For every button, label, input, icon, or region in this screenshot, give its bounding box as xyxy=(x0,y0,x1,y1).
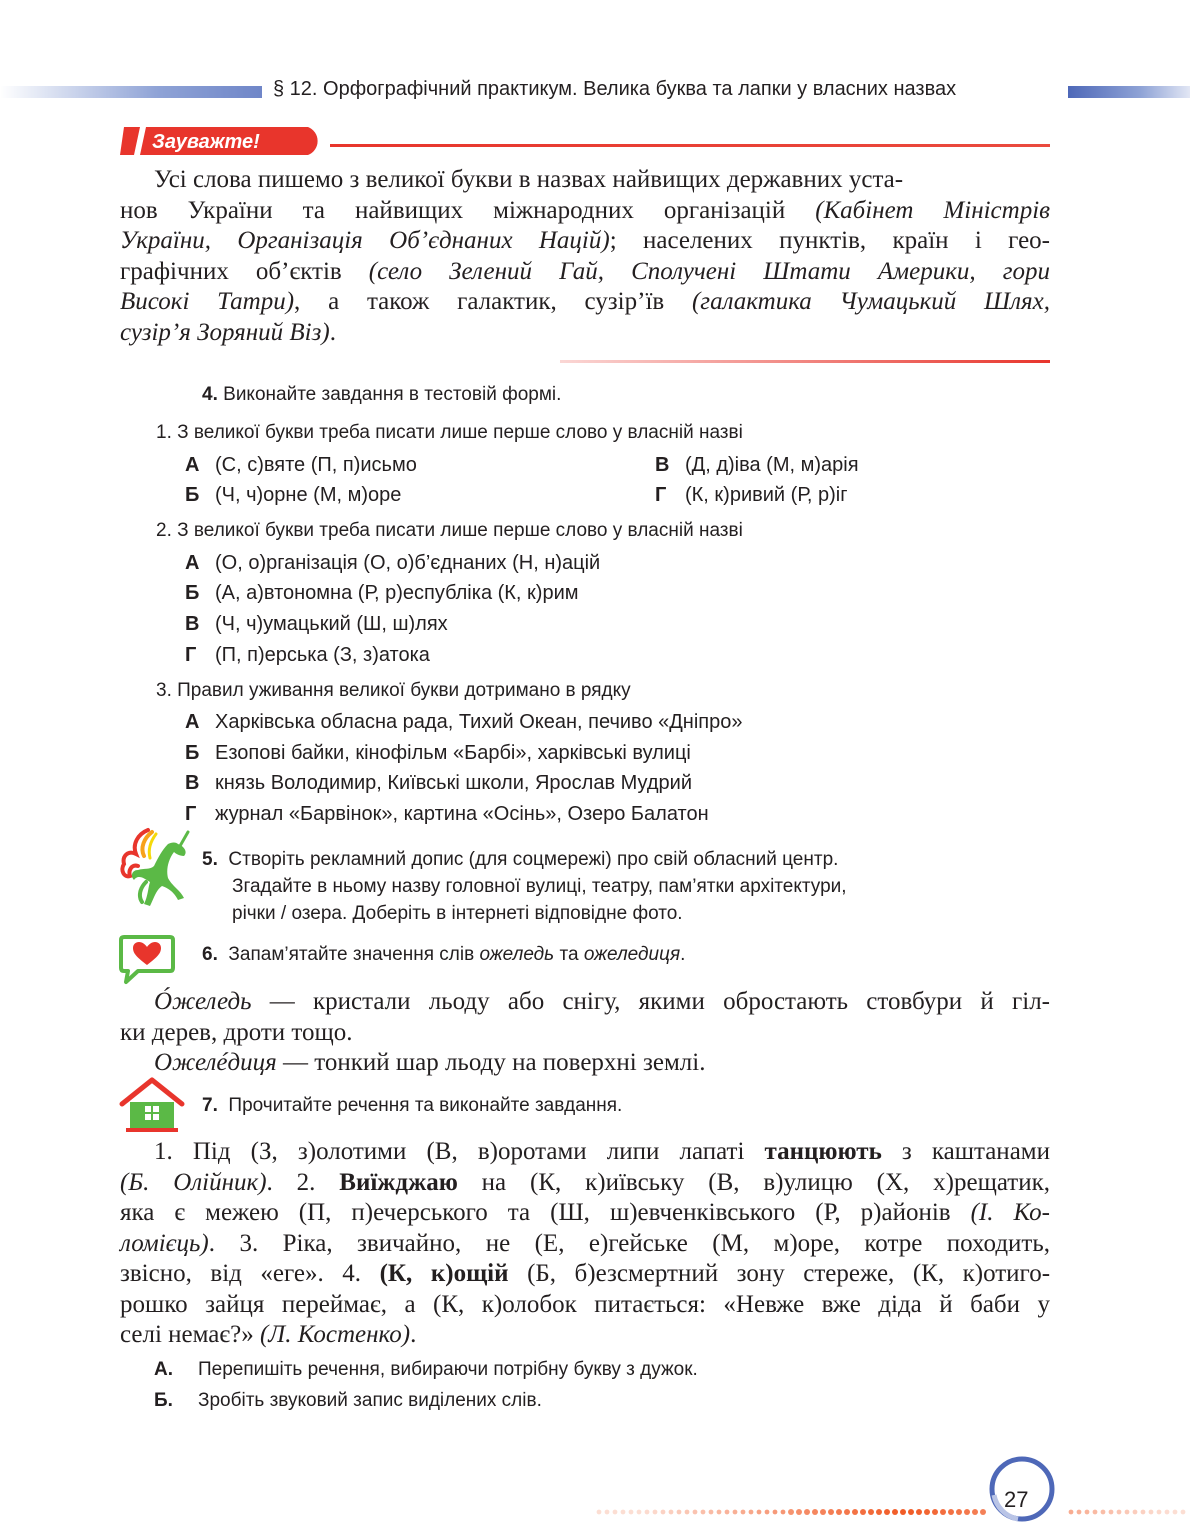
unicorn-icon xyxy=(118,826,196,914)
definition-1-text-cont: ки дерев, дроти тощо. xyxy=(120,1018,353,1046)
sentence-text: рошко зайця переймає, а (К, к)олобок питається: «Невже вже діда й баби у xyxy=(120,1290,1050,1318)
footer-dot xyxy=(844,1509,850,1515)
footer-dot xyxy=(757,1510,762,1515)
footer-dot xyxy=(1125,1510,1130,1515)
option-letter: Б xyxy=(185,582,200,604)
sentence-text: . 3. Ріка, звичайно, не (Е, е)гейське (М, м)оре, котре походить, xyxy=(208,1229,1050,1257)
footer-dot xyxy=(916,1509,922,1515)
note-example-3b: сузір’я Зоряний Віз) xyxy=(120,318,330,346)
option-letter: В xyxy=(655,454,670,476)
author-citation: (І. Ко- xyxy=(970,1199,1050,1226)
task-6-heading xyxy=(202,944,685,966)
question-3: 3. Правил уживання великої букви дотримано в рядку xyxy=(156,680,631,701)
note-divider-top xyxy=(330,144,1050,147)
task-7-heading xyxy=(202,1095,622,1117)
footer-dot xyxy=(733,1510,738,1515)
task-7-sentences xyxy=(120,1137,1050,1351)
note-line-1: Усі слова пишемо з великої букви в назвах найвищих державних уста- xyxy=(154,166,904,193)
option-text: князь Володимир, Київські школи, Ярослав Мудрий xyxy=(215,772,693,794)
q3-option-a xyxy=(185,711,742,734)
sentence-text: селі немає?» xyxy=(120,1321,260,1348)
sentence-text: . 2. xyxy=(266,1168,340,1196)
note-tag-label: Зауважте! xyxy=(152,131,260,153)
highlighted-word: (К, к)ощій xyxy=(379,1260,509,1287)
option-text: (Ч, ч)орне (М, м)оре xyxy=(215,484,402,506)
option-letter: Б xyxy=(185,484,200,506)
q3-option-b xyxy=(185,742,691,765)
task-5 xyxy=(202,846,847,927)
note-end: . xyxy=(329,318,336,346)
footer-dot xyxy=(884,1509,890,1515)
definition-1-term: Óжеледь xyxy=(154,988,252,1015)
note-line-4: графічних об’єктів xyxy=(120,257,369,285)
footer-dot xyxy=(621,1510,626,1515)
author-citation: (Л. Костенко) xyxy=(259,1321,411,1348)
footer-dot xyxy=(677,1510,682,1515)
footer-dot xyxy=(956,1509,962,1515)
task-6-text: Запам’ятайте значення слів xyxy=(228,944,480,965)
heart-message-icon xyxy=(118,934,176,986)
note-example-2b: Високі Татри) xyxy=(120,288,295,315)
footer-dot xyxy=(701,1510,706,1515)
task-4-text: Виконайте завдання в тестовій формі. xyxy=(223,384,562,405)
highlighted-word: Виїжджаю xyxy=(339,1168,458,1196)
footer-dot xyxy=(1141,1510,1146,1515)
footer-dot xyxy=(1109,1510,1114,1515)
footer-dot xyxy=(645,1510,650,1515)
option-text: Харківська обласна рада, Тихий Океан, печиво «Дніпро» xyxy=(215,711,743,733)
footer-dot xyxy=(820,1509,826,1515)
q3-option-v xyxy=(185,772,692,795)
definition-1-text: — кристали льоду або снігу, якими обростають стовбури й гіл- xyxy=(251,988,1050,1015)
q1-option-a xyxy=(185,454,417,477)
running-header: § 12. Орфографічний практикум. Велика буква та лапки у власних назвах xyxy=(273,78,957,100)
footer-dot xyxy=(932,1509,938,1515)
subtask-text: Перепишіть речення, вибираючи потрібну букву з дужок. xyxy=(198,1359,698,1380)
option-text: Езопові байки, кінофільм «Барбі», харківські вулиці xyxy=(215,742,691,764)
footer-dot xyxy=(972,1509,978,1515)
definition-2-text: — тонкий шар льоду на поверхні землі. xyxy=(276,1049,706,1076)
footer-dot xyxy=(1085,1510,1090,1515)
footer-dot xyxy=(828,1509,834,1515)
subtask-b xyxy=(154,1390,542,1412)
footer-dot xyxy=(1149,1510,1154,1515)
footer-dot xyxy=(685,1510,690,1515)
footer-dot xyxy=(773,1510,778,1515)
footer-dot xyxy=(725,1510,730,1515)
footer-dot xyxy=(629,1510,634,1515)
task-6-text-join: та xyxy=(554,944,584,965)
definition-2-term: Ожелéдиця xyxy=(154,1049,277,1076)
task-6-number: 6. xyxy=(202,944,218,965)
sentence-text: на (К, к)иївську (В, в)улицю (Х, х)рещатик, xyxy=(457,1168,1050,1196)
footer-dot xyxy=(804,1509,810,1515)
footer-dot xyxy=(1173,1510,1178,1515)
footer-dot xyxy=(613,1510,618,1515)
sentence-text: звісно, від «еге». 4. xyxy=(120,1260,380,1287)
q1-option-g xyxy=(655,484,848,507)
footer-dot xyxy=(900,1509,906,1515)
footer-dot xyxy=(653,1510,658,1515)
task-4-number: 4. xyxy=(202,384,218,405)
header-bar-left xyxy=(0,86,262,98)
sentence-text: 1. Під (З, з)олотими (В, в)оротами липи лапаті xyxy=(154,1138,765,1165)
note-line-3: ; населених пунктів, країн і гео- xyxy=(609,227,1050,254)
note-example-1: (Кабінет Міністрів xyxy=(815,196,1050,224)
option-text: (С, с)вяте (П, п)исьмо xyxy=(215,454,417,476)
highlighted-word: танцюють xyxy=(764,1138,882,1165)
footer-dot xyxy=(980,1509,986,1515)
option-letter: В xyxy=(185,772,200,794)
footer-dot xyxy=(1181,1510,1186,1515)
q2-option-b xyxy=(185,582,579,605)
subtask-a xyxy=(154,1359,698,1381)
sentence-text: . xyxy=(410,1321,417,1348)
sentence-text: яка є межею (П, п)ечерського та (Ш, ш)евченківського (Р, р)айонів xyxy=(120,1199,971,1226)
footer-dot xyxy=(836,1509,842,1515)
task-5-line-2: Згадайте в ньому назву головної вулиці, театру, пам’ятки архітектури, xyxy=(232,876,847,897)
option-letter: Г xyxy=(655,484,667,506)
footer-dot xyxy=(749,1510,754,1515)
option-text: (Д, д)іва (М, м)арія xyxy=(685,454,859,476)
footer-dot xyxy=(1157,1510,1162,1515)
author-citation: ломієць) xyxy=(120,1229,209,1257)
footer-dot xyxy=(964,1509,970,1515)
subtask-text: Зробіть звуковий запис виділених слів. xyxy=(198,1390,542,1411)
footer-dot xyxy=(1133,1510,1138,1515)
sentence-text: з каштанами xyxy=(881,1138,1050,1165)
question-1: 1. З великої букви треба писати лише перше слово у власній назві xyxy=(156,422,743,443)
author-citation: (Б. Олійник) xyxy=(120,1168,267,1196)
option-letter: А xyxy=(185,711,200,733)
footer-dot xyxy=(1117,1510,1122,1515)
note-text xyxy=(120,165,1050,348)
q1-option-v xyxy=(655,454,859,477)
q3-option-g xyxy=(185,803,709,826)
option-text: (А, а)втономна (Р, р)еспубліка (К, к)рим xyxy=(215,582,579,604)
note-example-2: (село Зелений Гай, Сполучені Штати Америки, гори xyxy=(368,257,1050,285)
option-letter: А xyxy=(185,552,200,574)
option-text: (Ч, ч)умацький (Ш, ш)лях xyxy=(215,613,448,635)
footer-dot xyxy=(661,1510,666,1515)
option-letter: Б xyxy=(185,742,200,764)
footer-dot xyxy=(1165,1510,1170,1515)
footer-dot xyxy=(812,1509,818,1515)
q1-option-b xyxy=(185,484,401,507)
footer-dot xyxy=(717,1510,722,1515)
sentence-text: (Б, б)езсмертний зону стереже, (К, к)отиго- xyxy=(508,1260,1051,1287)
footer-dot xyxy=(669,1510,674,1515)
footer-dot xyxy=(948,1509,954,1515)
footer-dot xyxy=(852,1509,858,1515)
footer-dot xyxy=(605,1510,610,1515)
footer-dot xyxy=(1069,1510,1074,1515)
footer-dot xyxy=(796,1509,802,1515)
q2-option-v xyxy=(185,613,448,636)
note-example-1b: України, Організація Об’єднаних Націй) xyxy=(120,227,610,254)
task-5-line-1: Створіть рекламний допис (для соцмережі) про свій обласний центр. xyxy=(228,849,839,870)
task-7-number: 7. xyxy=(202,1095,218,1116)
footer-dot xyxy=(892,1509,898,1515)
task-6-word-1: ожеледь xyxy=(479,944,555,965)
task-4-heading xyxy=(202,384,561,406)
footer-dot xyxy=(765,1510,770,1515)
house-icon xyxy=(118,1076,186,1134)
option-letter: Г xyxy=(185,644,197,666)
footer-dot xyxy=(709,1510,714,1515)
option-letter: А xyxy=(185,454,200,476)
note-line-5: , а також галактик, сузір’їв xyxy=(294,288,692,315)
footer-dot xyxy=(876,1509,882,1515)
footer-dot xyxy=(1101,1510,1106,1515)
footer-dot xyxy=(908,1509,914,1515)
option-text: (О, о)рганізація (О, о)б’єднаних (Н, н)ацій xyxy=(215,552,601,574)
footer-dot xyxy=(924,1509,930,1515)
option-letter: В xyxy=(185,613,200,635)
definitions xyxy=(120,987,1050,1079)
note-divider-bottom xyxy=(560,360,1050,363)
footer-dot xyxy=(781,1510,786,1515)
subtask-letter: А. xyxy=(154,1359,173,1380)
footer-dot xyxy=(741,1510,746,1515)
footer-dot xyxy=(637,1510,642,1515)
option-letter: Г xyxy=(185,803,197,825)
task-7-text: Прочитайте речення та виконайте завдання. xyxy=(228,1095,623,1116)
task-6-word-2: ожеледиця xyxy=(583,944,681,965)
footer-dot xyxy=(860,1509,866,1515)
question-2: 2. З великої букви треба писати лише перше слово у власній назві xyxy=(156,520,743,541)
option-text: журнал «Барвінок», картина «Осінь», Озеро Балатон xyxy=(215,803,709,825)
task-5-line-3: річки / озера. Доберіть в інтернеті відповідне фото. xyxy=(232,903,683,924)
note-example-3: (галактика Чумацький Шлях, xyxy=(691,288,1050,315)
task-5-number: 5. xyxy=(202,849,218,870)
option-text: (П, п)ерська (З, з)атока xyxy=(215,644,430,666)
footer-dot xyxy=(788,1509,794,1515)
page-number: 27 xyxy=(1004,1487,1029,1512)
subtask-letter: Б. xyxy=(154,1390,173,1411)
footer-dot xyxy=(940,1509,946,1515)
footer-dot xyxy=(1077,1510,1082,1515)
footer-dot xyxy=(693,1510,698,1515)
footer-dot xyxy=(1093,1510,1098,1515)
header-bar-right xyxy=(1068,86,1190,98)
footer-dot xyxy=(868,1509,874,1515)
q2-option-g xyxy=(185,644,430,667)
page-footer-dots xyxy=(595,1508,1190,1516)
q2-option-a xyxy=(185,552,600,575)
footer-dot xyxy=(597,1510,602,1515)
task-6-text-end: . xyxy=(680,944,686,965)
note-tag xyxy=(120,125,325,157)
note-line-2: нов України та найвищих міжнародних організацій xyxy=(120,196,816,224)
option-text: (К, к)ривий (Р, р)іг xyxy=(685,484,848,506)
